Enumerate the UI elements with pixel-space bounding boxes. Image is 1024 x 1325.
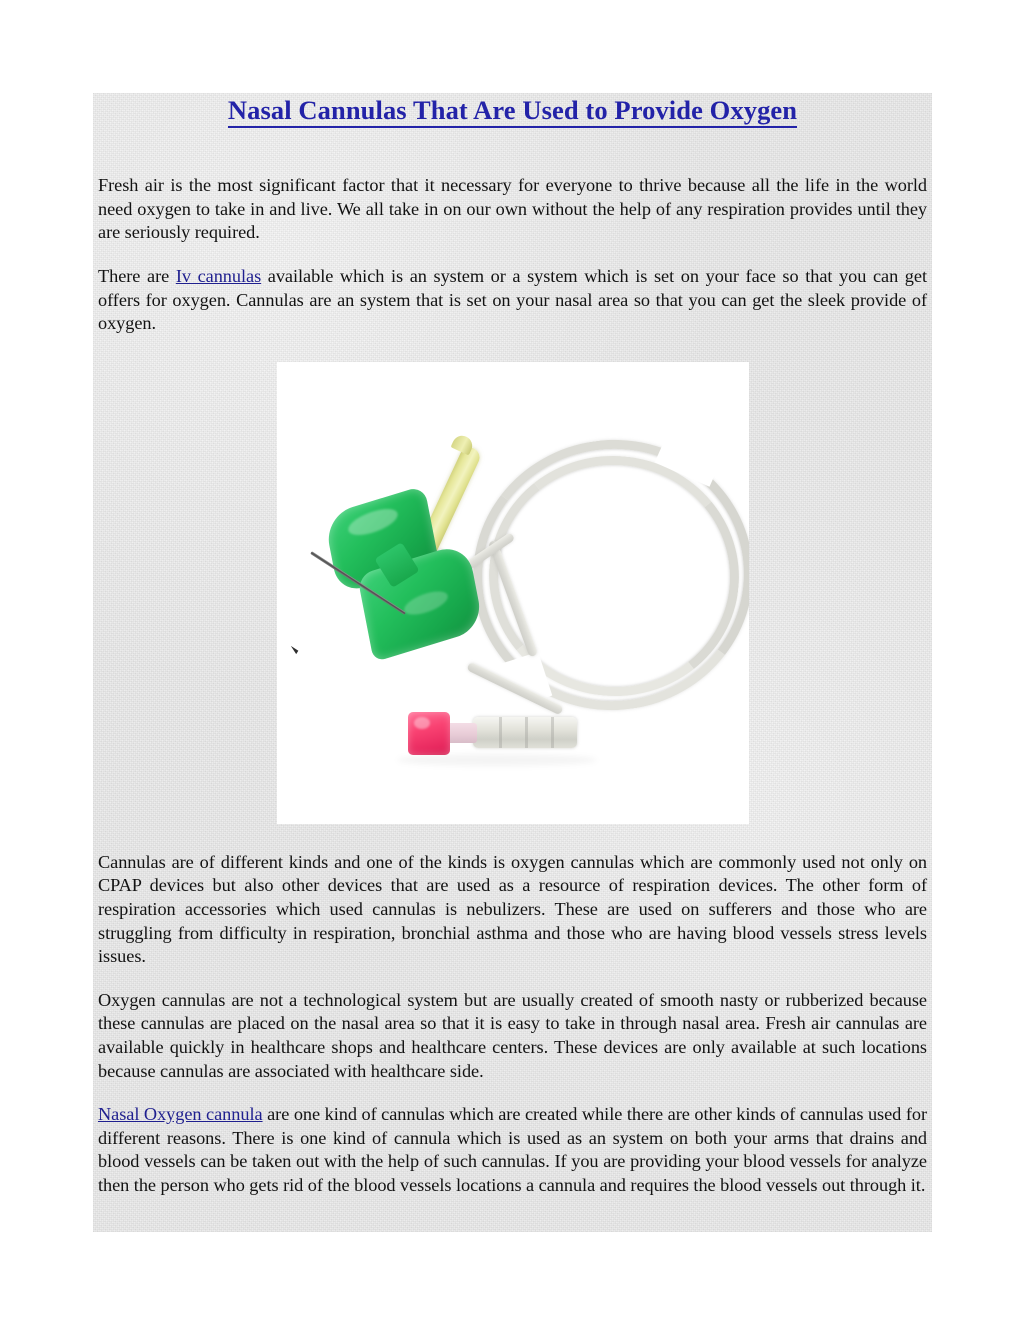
pink-cap-highlight [414,717,430,729]
paragraph-spacer [98,969,927,989]
paragraph-2-lead: There are [98,266,176,287]
cannula-photo [277,362,749,824]
luer-rib-1 [499,717,502,748]
luer-rib-2 [525,717,528,748]
paragraph-3: Cannulas are of different kinds and one of the kinds is oxygen cannulas which are commonly used not only on CPAP devices but also other devices that are used as a resource of respiration devices. The other form of respiration accessories which used cannulas is nebulizers. These are used on sufferers and those who are struggling from difficulty in respiration, bronchial asthma and those who are having blood vessels stress levels issues. [98,851,927,967]
page-title-text: Nasal Cannulas That Are Used to Provide Oxygen [228,95,797,128]
paragraph-5 [98,1103,927,1197]
needle-tip-icon [288,646,298,654]
paragraph-spacer [98,1083,927,1103]
luer-rib-3 [551,717,554,748]
paragraph-5-tail: are one kind of cannulas which are created while there are other kinds of cannulas used for different reasons. There is one kind of cannula which is used as an system on both your arms that drains and blood vessels can be taken out with the help of such cannulas. If you are providing your blood vessels for analyze then the person who gets rid of the blood vessels locations a cannula and requires the blood vessels out through it. [98,1104,927,1195]
document-page [93,93,932,1232]
figure-container [98,336,927,851]
document-body [95,174,930,1197]
paragraph-1: Fresh air is the most significant factor that it necessary for everyone to thrive because all the life in the world need oxygen to take in and live. We all take in on our own without the help of any respiration provides until they are seriously required. [98,175,927,243]
paragraph-2-tail: available which is an system or a system which is set on your face so that you can get offers for oxygen. Cannulas are an system that is set on your nasal area so that you can get the sleek provide of oxygen. [98,266,927,334]
photo-drop-shadow [397,754,597,766]
paragraph-4: Oxygen cannulas are not a technological system but are usually created of smooth nasty or rubberized because these cannulas are placed on the nasal area so that it is easy to take in through nasal area. Fresh air cannulas are available quickly in healthcare shops and healthcare centers. These devices are only available at such locations because cannulas are associated with healthcare side. [98,989,927,1081]
title-body-spacer [95,126,930,174]
link-iv-cannulas[interactable]: Iv cannulas [175,266,262,287]
paragraph-spacer [98,245,927,265]
page-title [95,93,930,126]
pink-luer-cap-icon [408,712,450,755]
paragraph-2 [98,265,927,336]
link-nasal-oxygen-cannula[interactable]: Nasal Oxygen cannula [98,1104,263,1125]
